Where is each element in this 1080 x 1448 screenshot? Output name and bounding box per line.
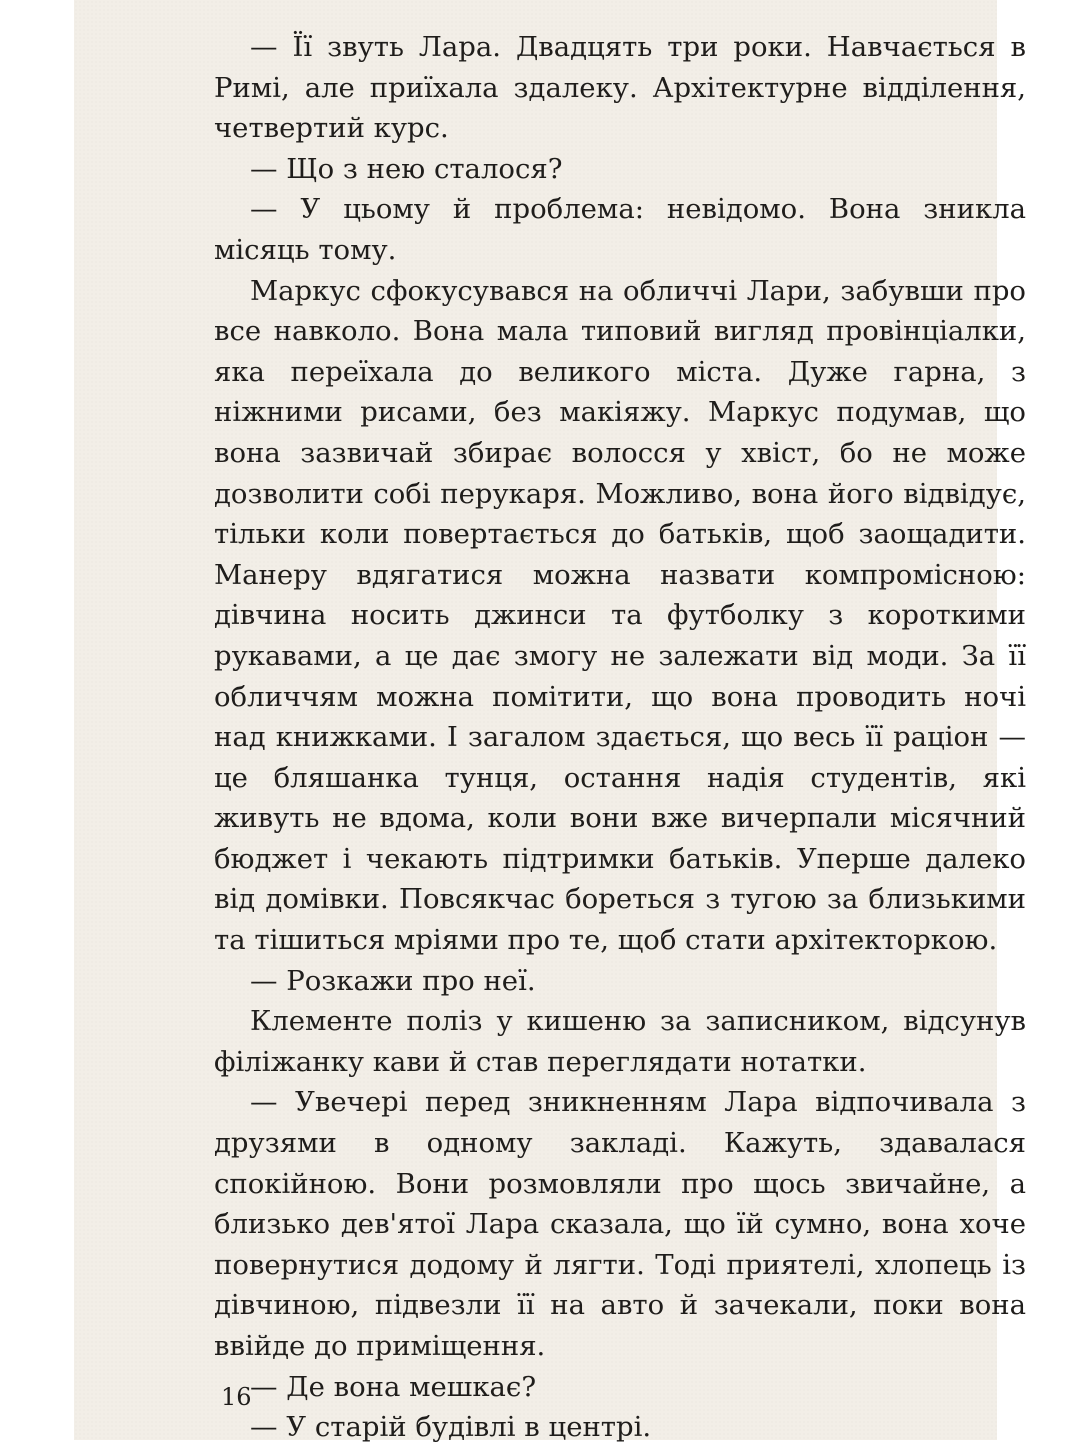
paragraph-4: Маркус сфокусувався на обличчі Лари, забувши про все навколо. Вона мала типовий вигляд провінціалки, яка переїхала до великого міста. Дуже гарна, з ніжними рисами, без макіяжу. Маркус подумав, що вона зазвичай збирає волосся у хвіст, бо не може дозволити собі перукаря. Можливо, вона його відвідує, тільки коли повертається до батьків, щоб заощадити. Манеру вдягатися можна назвати компромісною: дівчина носить джинси та футболку з короткими рукавами, а це дає змогу не залежати від моди. За її обличчям можна помітити, що вона проводить ночі над книжками. І загалом здається, що весь її раціон — це бляшанка тунця, остання надія студентів, які живуть не вдома, коли вони вже вичерпали місячний бюджет і чекають підтримки батьків. Уперше далеко від домівки. Повсякчас бореться з тугою за близькими та тішиться мріями про те, щоб стати архітекторкою. xyxy=(214,274,1026,957)
paragraph-6: Клементе поліз у кишеню за записником, відсунув філіжанку кави й став переглядати нотатки. xyxy=(214,1005,1026,1078)
paragraph-7: — Увечері перед зникненням Лара відпочивала з друзями в одному закладі. Кажуть, здавалася спокійною. Вони розмовляли про щось звичайне, а близько дев'ятої Лара сказала, що їй сумно, вона хоче повернутися додому й лягти. Тоді приятелі, хлопець із дівчиною, підвезли її на авто й зачекали, поки вона ввійде до приміщення. xyxy=(214,1086,1026,1362)
paragraph-8: — Де вона мешкає? xyxy=(250,1370,537,1403)
book-page xyxy=(74,0,1026,1444)
body-text xyxy=(214,27,1026,1448)
paragraph-2: — Що з нею сталося? xyxy=(250,152,563,185)
page-number: 16 xyxy=(221,1383,252,1411)
paragraph-9: — У старій будівлі в центрі. xyxy=(250,1411,652,1444)
paragraph-3: — У цьому й проблема: невідомо. Вона зникла місяць тому. xyxy=(214,193,1026,266)
paragraph-1: — Її звуть Лара. Двадцять три роки. Навчається в Римі, але приїхала здалеку. Архітектурне відділення, четвертий курс. xyxy=(214,31,1026,145)
paragraph-5: — Розкажи про неї. xyxy=(250,964,536,997)
